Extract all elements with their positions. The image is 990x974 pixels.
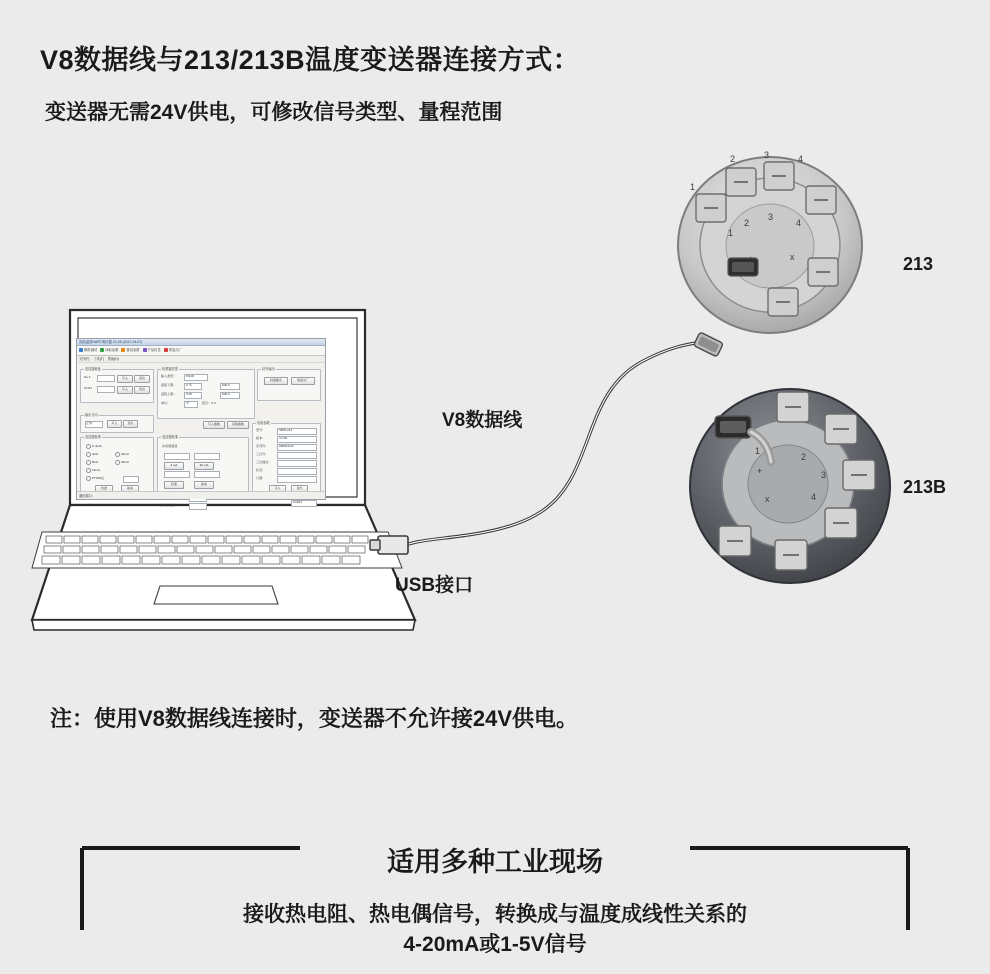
read-button-2[interactable]: 读出: [134, 386, 150, 394]
toolbar-button-read[interactable]: [100, 348, 118, 352]
calibration-cancel-button[interactable]: 取消: [121, 485, 139, 493]
statusbar: [77, 491, 325, 499]
page-subtitle: 变送器无需24V供电，可修改信号类型、量程范围: [45, 101, 503, 124]
row-label: 量程上限：: [161, 392, 177, 396]
svg-text:3: 3: [821, 470, 827, 480]
row-label: 单位：: [161, 401, 171, 405]
device-address-input-2[interactable]: [97, 386, 115, 393]
window-titlebar: [77, 339, 325, 346]
measure-btn-20ma[interactable]: 20 mA: [194, 462, 214, 470]
toolbar-label: 联机测试: [84, 348, 98, 353]
group-caption: 变送器地址: [85, 367, 101, 371]
info-label: 工位号：: [256, 452, 269, 456]
svg-text:3: 3: [764, 150, 770, 160]
range-low-value2: 600.0: [222, 383, 230, 387]
group-measure: [157, 437, 249, 495]
svg-text:4: 4: [796, 218, 802, 228]
toolbar-label: 产品信息: [147, 348, 161, 353]
write-button-2[interactable]: 写入: [117, 386, 133, 394]
info-serial-value: 000016-01: [279, 444, 294, 448]
range-high-value: 0.00: [186, 392, 193, 396]
device-address-input-1[interactable]: [97, 375, 115, 382]
radio-12ma[interactable]: 12mA: [86, 468, 100, 473]
radio-16ma[interactable]: 16mA: [115, 452, 129, 457]
label-v8-cable: V8数据线: [442, 410, 523, 431]
svg-text:1: 1: [728, 228, 734, 238]
radio-icon: [86, 452, 91, 457]
measure-apply-button[interactable]: 校准: [164, 481, 184, 489]
info-read-button[interactable]: 读出: [291, 485, 308, 493]
group-caption: 变送器校准: [85, 435, 101, 439]
toolbar-button-connect[interactable]: [79, 348, 97, 352]
measure-cancel-button[interactable]: 取消: [194, 481, 214, 489]
write-button-1[interactable]: 写入: [117, 375, 133, 383]
live-current-value: [189, 503, 207, 510]
measure-field-4[interactable]: [194, 471, 220, 478]
svg-text:x: x: [790, 252, 795, 262]
label-usb-port: USB接口: [395, 575, 474, 596]
group-caption: 传感器类型: [162, 367, 178, 371]
reset-icon: [164, 348, 168, 352]
info-label-input[interactable]: [277, 468, 317, 475]
range-high-value2: 600.0: [222, 392, 230, 396]
menu-file[interactable]: 文件(F): [79, 357, 90, 361]
calibrate-button[interactable]: 校准: [95, 485, 113, 493]
radio-icon: [115, 460, 120, 465]
group-caption: 信号输出: [262, 367, 275, 371]
software-window[interactable]: [76, 338, 326, 507]
info-label: 序列号：: [256, 444, 269, 448]
banner-line-1: 接收热电阻、热电偶信号，转换成与温度成线性关系的: [243, 903, 747, 926]
row-label: 量程下限：: [161, 383, 177, 387]
calibration-input[interactable]: [123, 476, 139, 483]
write-params-button[interactable]: 写入参数: [203, 421, 225, 429]
group-device-info: [252, 423, 321, 495]
svg-text:4: 4: [798, 154, 804, 164]
measure-btn-4ma[interactable]: 4 mA: [164, 462, 184, 470]
info-icon: [143, 348, 147, 352]
svg-text:+: +: [748, 254, 754, 264]
direction-write-button[interactable]: 写入: [107, 420, 122, 428]
device-213: [672, 150, 872, 340]
svg-text:x: x: [765, 494, 770, 504]
toolbar-label: 读取参数: [105, 348, 119, 353]
radio-icon: [86, 468, 91, 473]
device-213b: [685, 382, 900, 590]
measure-field-3[interactable]: [164, 471, 190, 478]
radio-icon: [115, 452, 120, 457]
field-label: CH41: [84, 386, 92, 390]
status-text: 通讯端口：: [79, 493, 95, 498]
banner-line-2: 4-20mA或1-5V信号: [403, 933, 587, 956]
group-output-direction: [80, 415, 154, 433]
range-low-value: 0 ℃: [186, 383, 193, 387]
read-button-1[interactable]: 读出: [134, 375, 150, 383]
svg-text:1: 1: [755, 446, 761, 456]
group-device-address: [80, 369, 154, 403]
toolbar-label: 恢复出厂: [168, 348, 182, 353]
group-output: [257, 369, 321, 401]
svg-text:2: 2: [744, 218, 750, 228]
menu-tools[interactable]: 工具(T): [93, 357, 104, 361]
group-caption: 设备参数: [257, 421, 270, 425]
toolbar-button-write[interactable]: [121, 348, 139, 352]
menubar[interactable]: [77, 356, 325, 363]
info-label: 标签：: [256, 468, 266, 472]
radio-icon: [86, 476, 91, 481]
live-current-label: 当前电流值：: [159, 503, 178, 507]
toolbar-button-factory-reset[interactable]: [164, 348, 182, 352]
label-device-213: 213: [903, 254, 934, 274]
info-label: 版本：: [256, 436, 266, 440]
direction-read-button[interactable]: 读出: [123, 420, 138, 428]
svg-text:1: 1: [690, 182, 696, 192]
group-sensor-type: [157, 369, 255, 419]
field-label: No.1: [84, 375, 91, 379]
unit-value: ℃: [186, 401, 190, 405]
group-caption: 变送器校准: [162, 435, 178, 439]
measure-field-2[interactable]: [194, 453, 220, 460]
banner-title: 适用多种工业现场: [387, 847, 603, 877]
measure-field-1[interactable]: [164, 453, 190, 460]
group-caption: 输出方向: [85, 413, 98, 417]
info-version-value: V1.05: [279, 436, 288, 440]
read-params-button[interactable]: 读取参数: [227, 421, 249, 429]
radio-ptdn[interactable]: PT/DN点: [86, 476, 104, 481]
com-port-value: COM1: [293, 500, 302, 504]
factory-restore-button[interactable]: 恢复出厂: [291, 377, 315, 385]
group-current-calibration: [80, 437, 154, 495]
info-date-input[interactable]: [277, 476, 317, 483]
write-icon: [121, 348, 125, 352]
toolbar-label: 重设参数: [126, 348, 140, 353]
direction-value: 正向: [86, 421, 93, 425]
info-tag-input[interactable]: [277, 452, 317, 459]
page-title: V8数据线与213/213B温度变送器连接方式：: [40, 45, 581, 75]
toolbar[interactable]: [77, 346, 325, 356]
info-label: 工位描述：: [256, 460, 272, 464]
read-icon: [100, 348, 104, 352]
radio-4ma[interactable]: 4mA: [86, 452, 98, 457]
info-model-value: SBW-213: [279, 428, 293, 432]
connect-icon: [79, 348, 83, 352]
svg-text:2: 2: [730, 154, 736, 164]
radio-icon: [86, 460, 91, 465]
damping-label: 阻尼：0.0: [202, 401, 216, 405]
svg-text:4: 4: [811, 492, 817, 502]
radio-8ma[interactable]: 8mA: [86, 460, 98, 465]
svg-text:3: 3: [768, 212, 774, 222]
info-label: 日期：: [256, 476, 266, 480]
window-title: 智能温度HART调试器 V1.05 (2017-04-07): [79, 339, 143, 344]
menu-help[interactable]: 帮助(H): [107, 357, 119, 361]
warning-note: 注：使用V8数据线连接时，变送器不允许接24V供电。: [50, 706, 579, 731]
input-type-value: Pt100: [186, 374, 195, 378]
measure-label: 实时测量值: [162, 444, 178, 448]
svg-text:2: 2: [801, 452, 807, 462]
info-desc-input[interactable]: [277, 460, 317, 467]
row-label: 输入类型：: [161, 374, 177, 378]
info-write-button[interactable]: 写入: [269, 485, 286, 493]
radio-20ma[interactable]: 20mA: [115, 460, 129, 465]
radio-icon: [86, 444, 91, 449]
calibrate-output-button[interactable]: 校准输出: [264, 377, 288, 385]
info-label: 型号：: [256, 428, 266, 432]
toolbar-button-info[interactable]: [143, 348, 161, 352]
radio-0-3ma[interactable]: 0 -3mA: [86, 444, 102, 449]
svg-text:+: +: [757, 466, 763, 476]
label-device-213b: 213B: [903, 477, 947, 497]
